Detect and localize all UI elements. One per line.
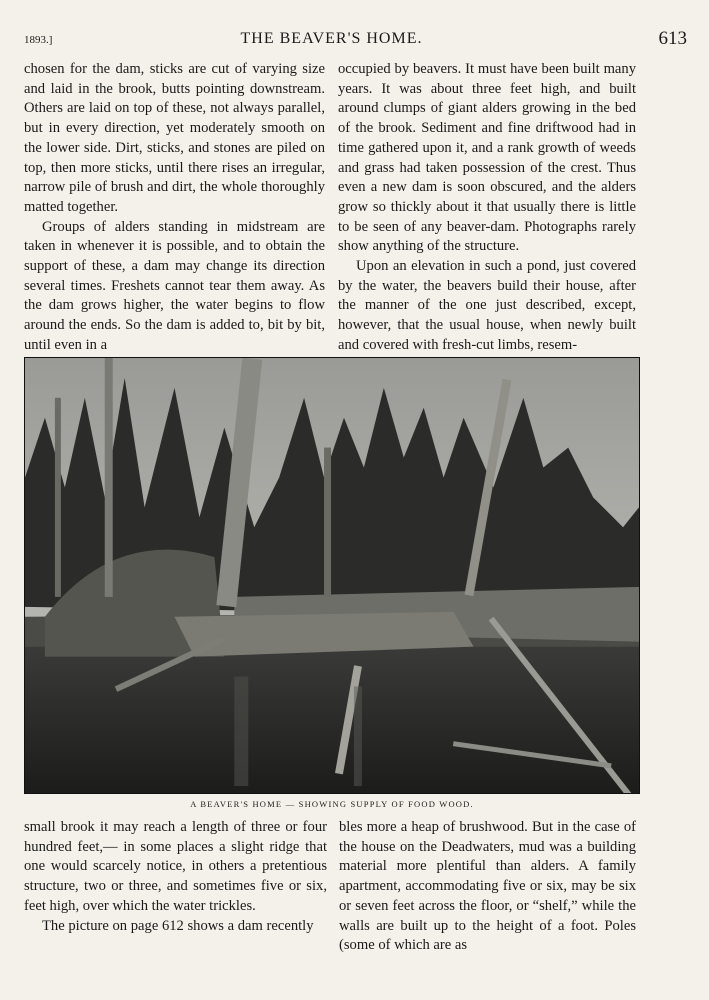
- column-top-right: [338, 60, 636, 356]
- paragraph: chosen for the dam, sticks are cut of varying size and laid in the brook, butts pointing downstream. Others are laid on top of these, not always parallel, but in every direction, yet moderately smooth on the lower side. Dirt, sticks, and stones are piled on top, then more sticks, until there rises an irregular, narrow pile of brush and dirt, the whole thoroughly matted together.: [24, 61, 325, 215]
- running-header: [24, 28, 687, 52]
- paragraph: Upon an elevation in such a pond, just covered by the water, the beavers build their house, after the manner of the one just described, except, however, that the usual house, when newly built and covered with fresh-cut limbs, resem-: [338, 258, 636, 353]
- paragraph: bles more a heap of brushwood. But in the case of the house on the Deadwaters, mud was a building material more plentiful than alders. A family apartment, accommodating five or six, may be six or seven feet across the floor, or “shelf,” while the walls are built up to the height of a foot. Poles (some of which are as: [339, 819, 636, 954]
- beaver-home-illustration: [24, 357, 640, 794]
- figure-caption: A BEAVER'S HOME — SHOWING SUPPLY OF FOOD WOOD.: [190, 799, 474, 809]
- paragraph: Groups of alders standing in midstream are taken in whenever it is possible, and to obtain the support of these, a dam may change its direction several times. Freshets cannot tear them away. As the dam grows higher, the water begins to flow around the ends. So the dam is added to, bit by bit, until even in a: [24, 218, 325, 353]
- paragraph: small brook it may reach a length of three or four hundred feet,— in some places a slight ridge that one would scarcely notice, in others a pretentious structure, two or three, and sometimes five or six, feet high, over which the water trickles.: [24, 819, 327, 914]
- column-bottom-right: [339, 818, 636, 956]
- engraving: [25, 358, 639, 793]
- paragraph: occupied by beavers. It must have been built many years. It was about three feet high, and built around clumps of giant alders growing in the bed of the brook. Sediment and fine driftwood had in time gathered upon it, and a rank growth of weeds and grass had taken possession of the crest. Thus even a new dam is soon obscured, and the alders grow so thickly about it that usually there is little to be seen of any beaver-dam. Photographs rarely show anything of the structure.: [338, 61, 636, 255]
- page-number: 613: [658, 28, 687, 49]
- header-title: THE BEAVER'S HOME.: [240, 30, 423, 47]
- header-year: 1893.]: [24, 34, 53, 46]
- paragraph: The picture on page 612 shows a dam recently: [42, 917, 314, 934]
- column-bottom-left: [24, 818, 327, 936]
- column-top-left: [24, 60, 325, 356]
